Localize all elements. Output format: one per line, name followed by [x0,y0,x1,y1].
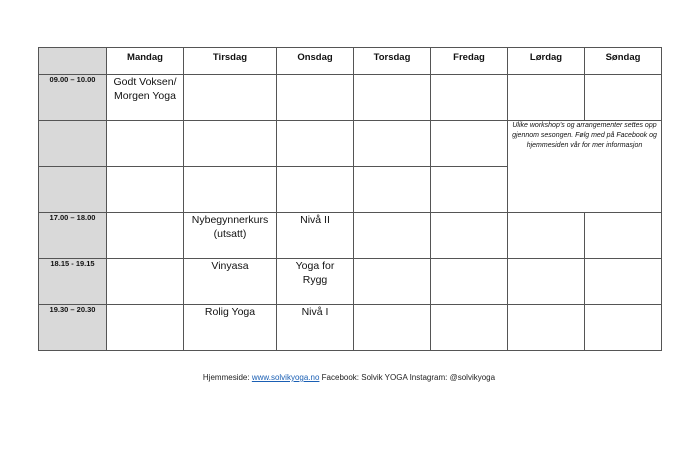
class-cell [431,167,508,213]
class-cell [107,213,184,259]
class-cell [431,213,508,259]
class-cell [354,213,431,259]
class-cell [431,305,508,351]
corner-cell [39,48,107,75]
class-cell [184,121,277,167]
class-cell: Nybegynnerkurs (utsatt) [184,213,277,259]
weekend-note: Ulike workshop’s og arrangementer settes opp gjennom sesongen. Følg med på Facebook og hjemmesiden vår for mer informasjon [508,121,662,213]
time-slot: 19.30 – 20.30 [39,305,107,351]
class-cell: Rolig Yoga [184,305,277,351]
day-header: Fredag [431,48,508,75]
class-cell [508,259,585,305]
class-cell [508,213,585,259]
day-header: Onsdag [277,48,354,75]
class-cell [585,259,662,305]
table-row [39,259,662,305]
class-cell: Vinyasa [184,259,277,305]
time-slot: 09.00 – 10.00 [39,75,107,121]
day-header: Mandag [107,48,184,75]
class-cell [508,305,585,351]
class-cell [107,121,184,167]
class-cell [585,213,662,259]
class-cell [354,259,431,305]
class-cell [431,121,508,167]
class-cell [354,167,431,213]
class-cell [277,75,354,121]
class-cell [585,75,662,121]
class-cell [107,305,184,351]
class-cell: Yoga for Rygg [277,259,354,305]
class-cell [107,259,184,305]
instagram-text: Instagram: @solvikyoga [409,373,496,382]
time-slot [39,121,107,167]
day-header: Tirsdag [184,48,277,75]
header-row [39,48,662,75]
time-slot: 17.00 – 18.00 [39,213,107,259]
class-cell: Nivå II [277,213,354,259]
class-cell [277,121,354,167]
table-row [39,305,662,351]
class-cell: Nivå I [277,305,354,351]
class-cell [354,121,431,167]
homepage-link[interactable]: www.solvikyoga.no [251,373,320,382]
class-cell [184,167,277,213]
facebook-text: Facebook: Solvik YOGA [321,373,408,382]
table-row [39,121,662,167]
class-cell [184,75,277,121]
day-header: Søndag [585,48,662,75]
class-cell [431,259,508,305]
day-header: Lørdag [508,48,585,75]
footer-contact [0,373,698,382]
class-cell [431,75,508,121]
table-row [39,213,662,259]
class-cell [277,167,354,213]
day-header: Torsdag [354,48,431,75]
time-slot: 18.15 - 19.15 [39,259,107,305]
class-cell [354,75,431,121]
class-cell [508,75,585,121]
time-slot [39,167,107,213]
class-cell [107,167,184,213]
table-row [39,75,662,121]
class-cell [585,305,662,351]
class-cell: Godt Voksen/ Morgen Yoga [107,75,184,121]
class-cell [354,305,431,351]
weekly-schedule-table [38,47,662,351]
homepage-label: Hjemmeside: [202,373,250,382]
